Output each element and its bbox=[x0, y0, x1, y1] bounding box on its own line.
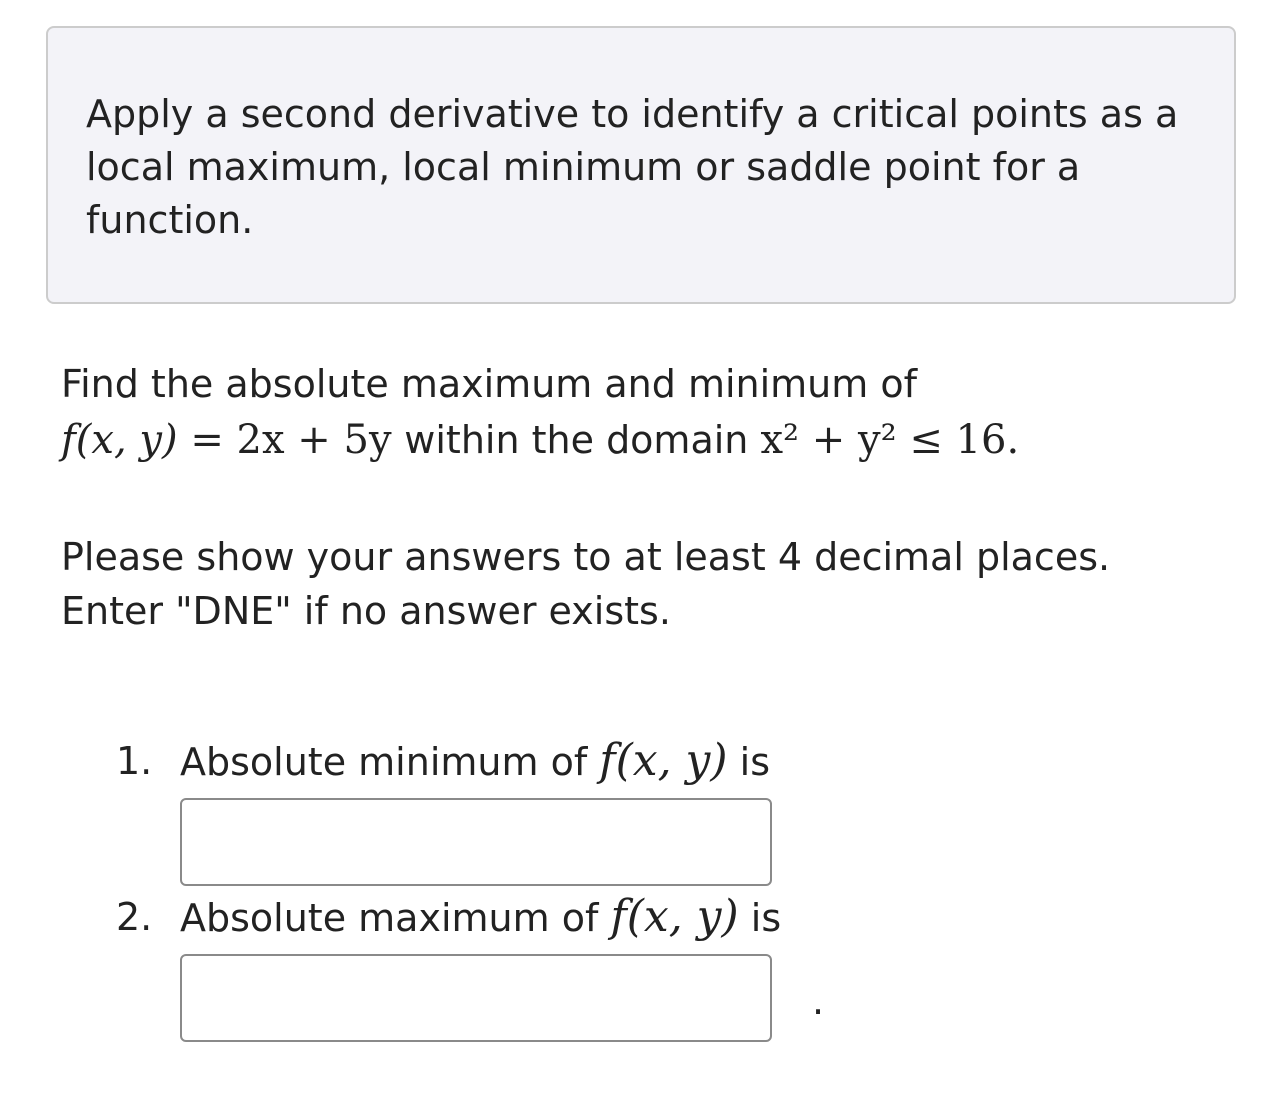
answer-prompt bbox=[180, 736, 770, 787]
prompt-suffix: is bbox=[739, 740, 771, 784]
prompt-suffix: is bbox=[750, 896, 782, 940]
prompt-text: Absolute maximum of bbox=[180, 896, 599, 940]
prompt-math: f(x, y) bbox=[599, 735, 728, 786]
prompt-math: f(x, y) bbox=[610, 891, 739, 942]
answer-instructions bbox=[61, 530, 1231, 638]
function-lhs: f(x, y) bbox=[61, 417, 178, 463]
function-definition bbox=[61, 417, 404, 463]
trailing-period: . bbox=[812, 979, 825, 1023]
instructions-line-1: Please show your answers to at least 4 decimal places. bbox=[61, 535, 1111, 579]
answer-prompt bbox=[180, 892, 781, 943]
absolute-maximum-input[interactable] bbox=[180, 954, 772, 1042]
learning-objective-text: Apply a second derivative to identify a critical points as a local maximum, local minimum or saddle point for a function. bbox=[86, 92, 1179, 242]
question-intro: Find the absolute maximum and minimum of bbox=[61, 362, 917, 406]
function-rhs: = 2x + 5y bbox=[190, 417, 392, 463]
answer-number: 1. bbox=[116, 739, 153, 783]
learning-objective-box bbox=[46, 26, 1236, 304]
domain-label: within the domain bbox=[404, 418, 749, 462]
answer-number: 2. bbox=[116, 895, 153, 939]
question-text bbox=[61, 356, 1231, 468]
absolute-minimum-input[interactable] bbox=[180, 798, 772, 886]
instructions-line-2: Enter "DNE" if no answer exists. bbox=[61, 589, 671, 633]
prompt-text: Absolute minimum of bbox=[180, 740, 588, 784]
domain-expression: x² + y² ≤ 16. bbox=[760, 417, 1020, 463]
